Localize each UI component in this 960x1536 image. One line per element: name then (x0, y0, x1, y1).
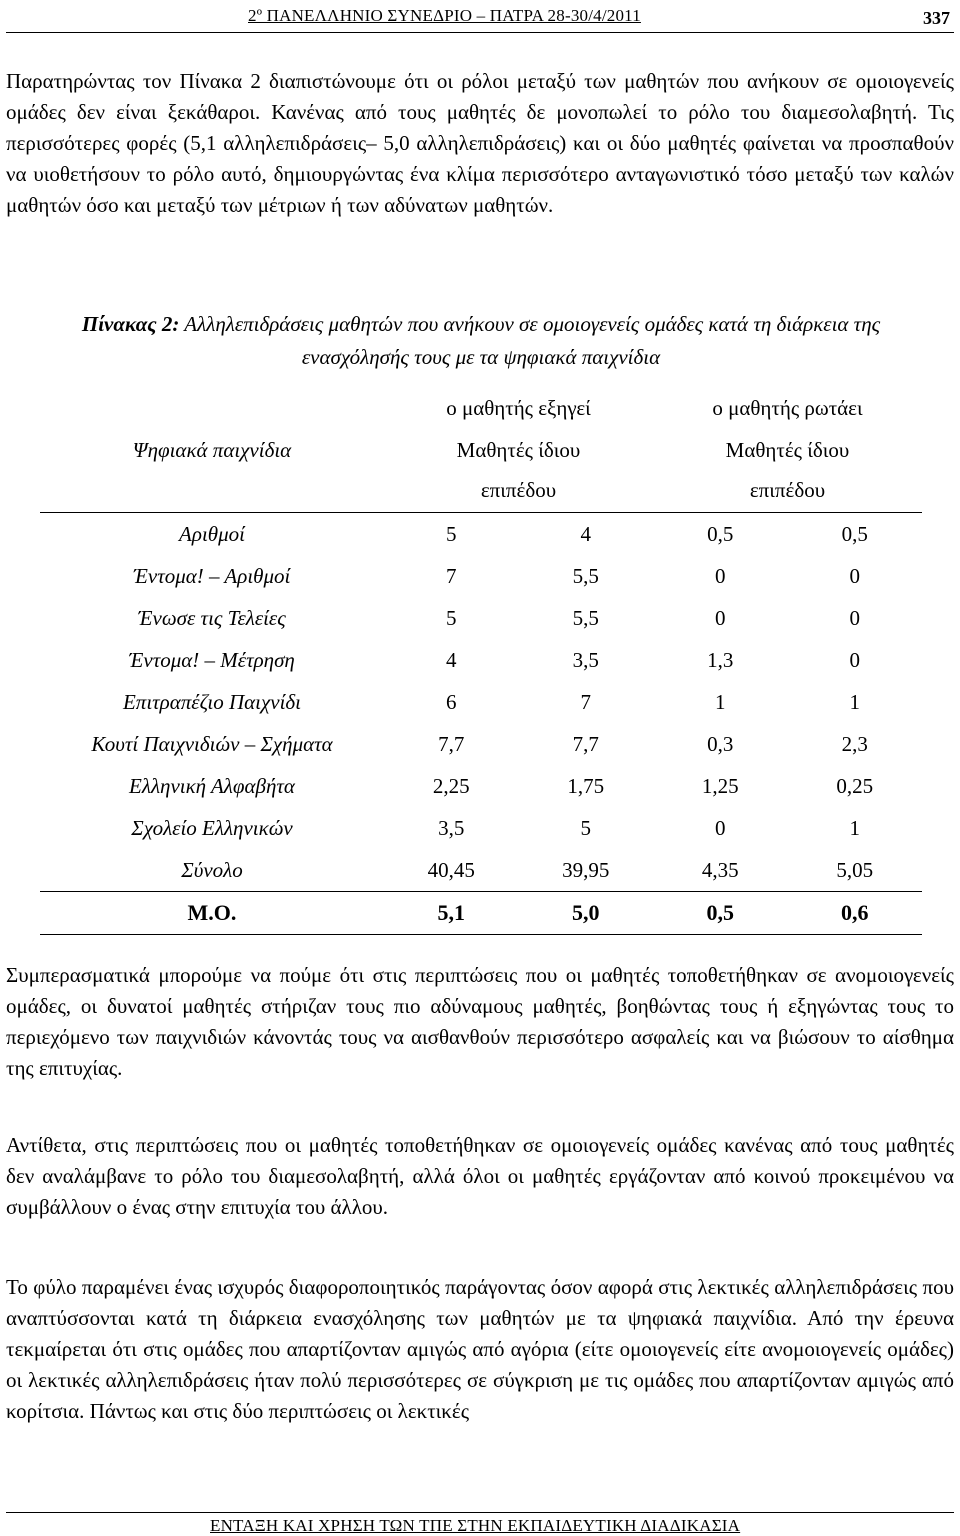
value-cell: 1 (714, 689, 726, 714)
value-cell: 3,5 (438, 815, 465, 840)
value-cell: 5 (446, 521, 457, 546)
mean-value-cell: 5,0 (572, 900, 600, 925)
value-cell: 7 (580, 689, 591, 714)
value-cell: 0 (849, 563, 860, 588)
value-cell: 2,25 (432, 773, 470, 798)
value-cell: 1,75 (567, 773, 605, 798)
mean-label-cell: Μ.Ο. (187, 900, 237, 925)
table-row (40, 723, 922, 765)
value-cell: 3,5 (572, 647, 599, 672)
table-row (40, 597, 922, 639)
value-cell: 0,5 (707, 521, 734, 546)
interactions-table (40, 388, 922, 935)
table-row (40, 681, 922, 723)
value-cell: 0 (714, 605, 726, 630)
value-cell: 0 (714, 563, 726, 588)
value-cell: 0,3 (707, 731, 734, 756)
value-cell: 1,25 (701, 773, 739, 798)
row-header-games: Ψηφιακά παιχνίδια (132, 437, 292, 462)
value-cell: 5 (580, 815, 591, 840)
paragraph-observation: Παρατηρώντας τον Πίνακα 2 διαπιστώνουμε ότι οι ρόλοι μεταξύ των μαθητών που ανήκουν σε ομοιογενείς ομάδες δεν είναι ξεκάθαροι. Κανένας από τους μαθητές δε μονοπωλεί το ρόλο του διαμεσολαβητή. Τις περισσότερες φορές (5,1 αλληλεπιδράσεις– 5,0 αλληλεπιδράσεις) και οι δύο μαθητές φαίνεται να προσπαθούν να υιοθετήσουν το ρόλο αυτό, δημιουργώντας ένα κλίμα περισσότερο ανταγωνιστικό τόσο μεταξύ των καλών μαθητών όσο και μεταξύ των μέτριων ή των αδύνατων μαθητών. (6, 69, 954, 217)
table-caption-label: Πίνακας 2: (81, 312, 180, 336)
game-name-cell: Έντομα! – Αριθμοί (133, 563, 291, 588)
mean-row (40, 892, 922, 935)
page-footer (0, 1510, 960, 1536)
game-name-cell: Κουτί Παιχνιδιών – Σχήματα (91, 731, 333, 756)
game-name-cell: Ένωσε τις Τελείες (138, 605, 286, 630)
table-row (40, 513, 922, 556)
value-cell: 5,5 (572, 563, 599, 588)
value-cell: 7,7 (438, 731, 465, 756)
value-cell: 0 (849, 605, 860, 630)
table-row (40, 807, 922, 849)
value-cell: 1,3 (707, 647, 734, 672)
game-name-cell: Ελληνική Αλφαβήτα (129, 773, 295, 798)
value-cell: 7,7 (572, 731, 599, 756)
table-row (40, 765, 922, 807)
value-cell: 0,25 (836, 773, 874, 798)
value-cell: 4,35 (653, 849, 787, 892)
value-cell: 4 (446, 647, 457, 672)
conference-title: 2º ΠΑΝΕΛΛΗΝΙΟ ΣΥΝΕΔΡΙΟ – ΠΑΤΡΑ 28-30/4/2011 (248, 6, 641, 25)
value-cell: 5 (446, 605, 457, 630)
column-group-explains: ο μαθητής εξηγεί (446, 395, 591, 420)
paragraph-conclusion: Συμπερασματικά μπορούμε να πούμε ότι στις περιπτώσεις που οι μαθητές τοποθετήθηκαν σε ανομοιογενείς ομάδες, οι δυνατοί μαθητές στήριζαν τους πιο αδύναμους μαθητές, βοηθώντας τους ή εξηγώντας τους το περιεχόμενο των παιχνιδιών κάνοντάς τους να αισθανθούν περισσότερο ασφαλείς και να βιώσουν το αίσθημα της επιτυχίας. (6, 963, 954, 1080)
subheader-same-level-2 (653, 428, 922, 513)
subheader-same-level-1 (384, 428, 653, 513)
value-cell: 7 (446, 563, 457, 588)
table-row (40, 639, 922, 681)
value-cell: 1 (849, 689, 860, 714)
table-header-row-1 (40, 388, 922, 428)
page-number: 337 (923, 8, 950, 28)
table-row (40, 555, 922, 597)
value-cell: 39,95 (519, 849, 654, 892)
table-caption-text: Αλληλεπιδράσεις μαθητών που ανήκουν σε ομοιογενείς ομάδες κατά τη διάρκεια της ενασχόλησής τους με τα ψηφιακά παιχνίδια (184, 312, 881, 369)
value-cell: 5,5 (572, 605, 599, 630)
game-name-cell: Σύνολο (40, 849, 384, 892)
paragraph-gender: Το φύλο παραμένει ένας ισχυρός διαφοροποιητικός παράγοντας όσον αφορά στις λεκτικές αλληλεπιδράσεις που αναπτύσσονται κατά τη διάρκεια ενασχόλησης των μαθητών με τα ψηφιακά παιχνίδια. Από την έρευνα τεκμαίρεται ότι στις ομάδες που απαρτίζονταν αμιγώς από αγόρια (είτε ομοιογενείς είτε ανομοιογενείς ομάδες) οι λεκτικές αλληλεπιδράσεις ήταν πολύ περισσότερες σε σύγκριση με τις ομάδες που απαρτίζονταν αμιγώς από κορίτσια. Πάντως και στις δύο περιπτώσεις οι λεκτικές (6, 1275, 954, 1423)
proceedings-title: ΕΝΤΑΞΗ ΚΑΙ ΧΡΗΣΗ ΤΩΝ ΤΠΕ ΣΤΗΝ ΕΚΠΑΙΔΕΥΤΙΚΗ ΔΙΑΔΙΚΑΣΙΑ (210, 1516, 741, 1535)
column-group-asks: ο μαθητής ρωτάει (712, 395, 863, 420)
value-cell: 0,5 (841, 521, 868, 546)
table-caption (36, 308, 926, 374)
paragraph-contrast: Αντίθετα, στις περιπτώσεις που οι μαθητές τοποθετήθηκαν σε ομοιογενείς ομάδες κανένας από τους μαθητές δεν αναλάμβανε το ρόλο του διαμεσολαβητή, αλλά όλοι οι μαθητές εργάζονταν από κοινού προκειμένου να συμβάλλουν ο ένας στην επιτυχία του άλλου. (6, 1133, 954, 1219)
subheader-text-1: Μαθητές ίδιου επιπέδου (456, 438, 581, 502)
table-row (40, 849, 922, 892)
mean-value-cell: 0,6 (840, 900, 869, 925)
value-cell: 0 (714, 815, 726, 840)
value-cell: 2,3 (841, 731, 868, 756)
subheader-text-2: Μαθητές ίδιου επιπέδου (725, 438, 850, 502)
game-name-cell: Αριθμοί (179, 521, 245, 546)
mean-value-cell: 0,5 (706, 900, 734, 925)
game-name-cell: Επιτραπέζιο Παιχνίδι (122, 689, 302, 714)
value-cell: 40,45 (384, 849, 519, 892)
value-cell: 0 (849, 647, 860, 672)
game-name-cell: Σχολείο Ελληνικών (131, 815, 293, 840)
value-cell: 6 (446, 689, 457, 714)
game-name-cell: Έντομα! – Μέτρηση (129, 647, 295, 672)
page-header (0, 0, 960, 40)
mean-value-cell: 5,1 (437, 900, 465, 925)
footer-divider (6, 1512, 954, 1513)
value-cell: 5,05 (787, 849, 922, 892)
header-divider (6, 32, 954, 33)
value-cell: 4 (580, 521, 591, 546)
value-cell: 1 (849, 815, 860, 840)
